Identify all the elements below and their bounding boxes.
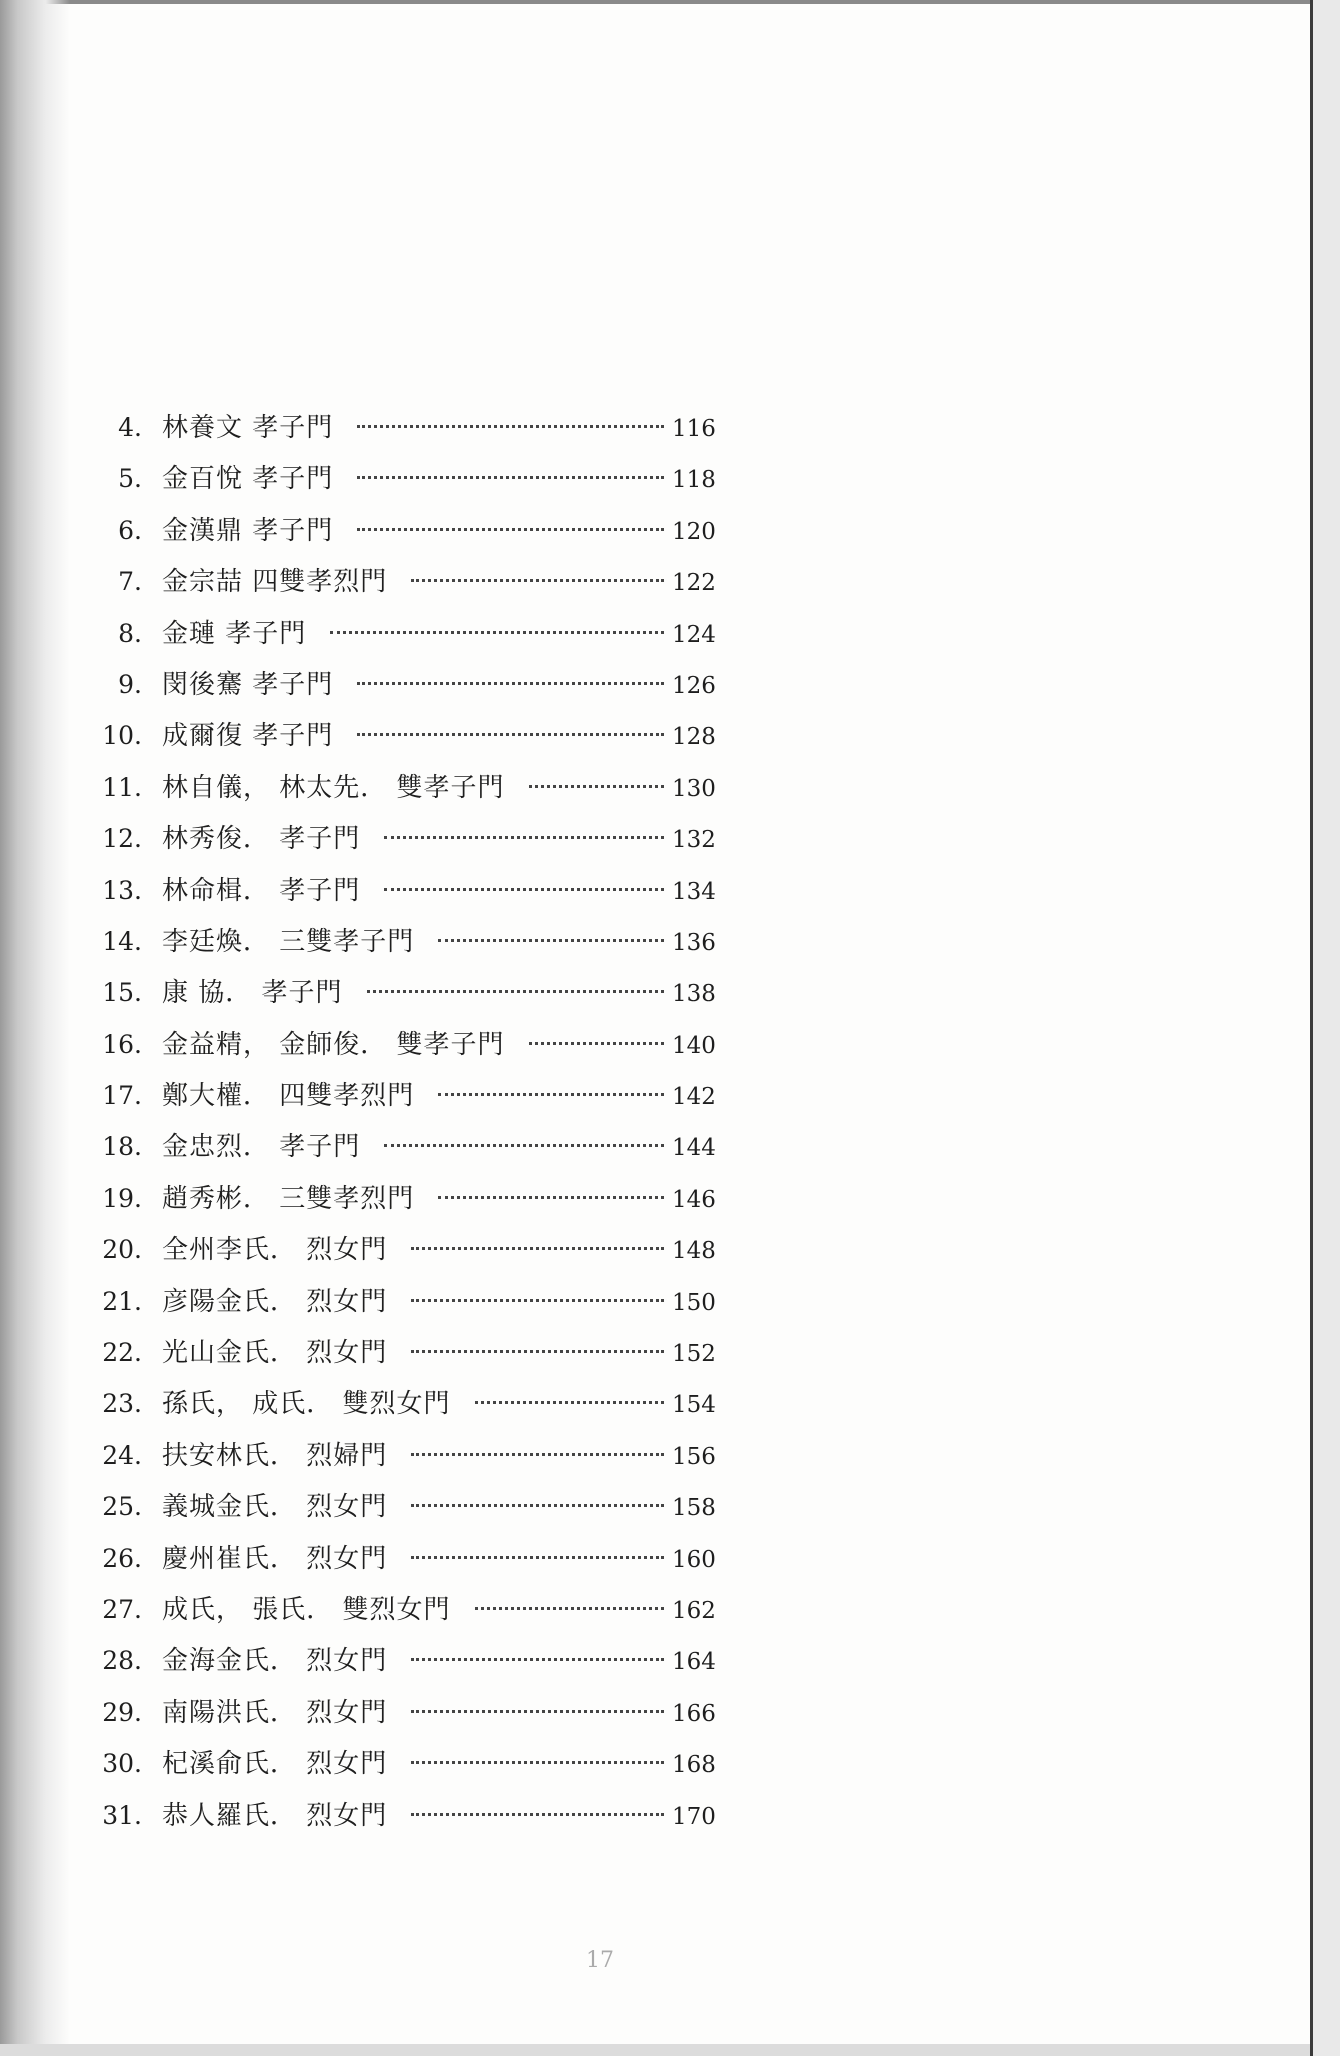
toc-entry-page: 116: [672, 416, 716, 442]
toc-entry-title: 鄭大權． 四雙孝烈門: [162, 1081, 415, 1112]
toc-entry-number: 10.: [102, 721, 142, 751]
toc-entry-number: 16.: [102, 1029, 142, 1059]
toc-dot-leader: [357, 528, 664, 531]
toc-entry-title: 金百悅 孝子門: [162, 464, 334, 495]
toc-entry: [78, 1584, 718, 1635]
scan-top-edge: [0, 0, 1310, 4]
toc-dot-leader: [357, 682, 664, 685]
toc-entry-number: 22.: [102, 1338, 142, 1368]
toc-entry: [78, 1378, 718, 1429]
toc-dot-leader: [411, 1453, 664, 1456]
toc-entry-title: 趙秀彬． 三雙孝烈門: [162, 1183, 415, 1214]
toc-entry-title: 金漢鼎 孝子門: [162, 515, 334, 546]
toc-entry-title: 南陽洪氏． 烈女門: [162, 1697, 388, 1728]
toc-entry: [78, 762, 718, 813]
toc-dot-leader: [384, 1144, 664, 1147]
toc-dot-leader: [411, 1247, 664, 1250]
toc-entry: [78, 1121, 718, 1172]
toc-entry-number: 7.: [118, 567, 142, 597]
toc-dot-leader: [475, 1607, 664, 1610]
page-number: 17: [586, 1948, 614, 1973]
toc-dot-leader: [384, 836, 664, 839]
toc-entry: [78, 1327, 718, 1378]
toc-entry-page: 156: [672, 1443, 716, 1470]
toc-dot-leader: [475, 1401, 664, 1404]
toc-entry-page: 130: [672, 775, 716, 802]
toc-entry: [78, 865, 718, 916]
toc-dot-leader: [411, 1813, 664, 1816]
toc-entry-title: 林養文 孝子門: [162, 413, 334, 443]
toc-dot-leader: [411, 1556, 664, 1559]
toc-dot-leader: [411, 1658, 664, 1661]
toc-entry-number: 24.: [102, 1440, 142, 1470]
toc-entry-page: 160: [672, 1546, 716, 1573]
toc-entry-number: 4.: [118, 413, 142, 442]
toc-entry-number: 28.: [102, 1646, 142, 1676]
toc-entry-page: 124: [672, 621, 716, 648]
toc-entry-title: 恭人羅氏． 烈女門: [162, 1800, 388, 1831]
toc-entry: [78, 659, 718, 710]
toc-entry-page: 152: [672, 1341, 716, 1368]
toc-dot-leader: [357, 733, 664, 736]
toc-entry-title: 金璉 孝子門: [162, 618, 307, 649]
toc-dot-leader: [438, 939, 664, 942]
toc-entry-number: 9.: [118, 669, 142, 699]
toc-entry-title: 金宗喆 四雙孝烈門: [162, 567, 388, 598]
toc-entry-title: 光山金氏． 烈女門: [162, 1338, 388, 1369]
toc-entry-number: 17.: [102, 1081, 142, 1111]
toc-entry-page: 168: [672, 1752, 716, 1779]
toc-entry-page: 132: [672, 827, 716, 854]
toc-entry-page: 138: [672, 981, 716, 1008]
toc-dot-leader: [411, 1299, 664, 1302]
toc-entry: [78, 967, 718, 1018]
toc-entry-page: 150: [672, 1289, 716, 1316]
toc-dot-leader: [367, 990, 664, 993]
spine-shadow: [0, 0, 70, 2056]
toc-entry-number: 14.: [102, 926, 142, 956]
toc-entry-number: 23.: [102, 1389, 142, 1419]
toc-entry-title: 杞溪俞氏． 烈女門: [162, 1749, 388, 1780]
toc-dot-leader: [411, 1504, 664, 1507]
toc-dot-leader: [357, 476, 664, 479]
toc-entry-number: 11.: [102, 772, 142, 802]
toc-entry-title: 全州李氏． 烈女門: [162, 1235, 388, 1266]
toc-entry-number: 29.: [102, 1697, 142, 1727]
toc-entry-title: 成氏， 張氏． 雙烈女門: [162, 1594, 451, 1625]
toc-dot-leader: [411, 1350, 664, 1353]
toc-entry: [78, 1635, 718, 1686]
toc-entry-number: 5.: [118, 464, 142, 494]
toc-entry: [78, 505, 718, 556]
toc-entry-title: 林自儀， 林太先． 雙孝子門: [162, 772, 505, 803]
scan-bottom-edge: [0, 2044, 1310, 2056]
toc-entry-number: 18.: [102, 1132, 142, 1162]
toc-entry: [78, 916, 718, 967]
toc-dot-leader: [438, 1196, 664, 1199]
toc-entry: [78, 1790, 718, 1841]
toc-entry-title: 彦陽金氏． 烈女門: [162, 1286, 388, 1317]
toc-entry-page: 164: [672, 1649, 716, 1676]
toc-entry-title: 義城金氏． 烈女門: [162, 1492, 388, 1523]
toc-entry: [78, 1430, 718, 1481]
toc-dot-leader: [384, 888, 664, 891]
toc-entry: [78, 710, 718, 761]
toc-entry-page: 120: [672, 518, 716, 545]
toc-entry-title: 金忠烈． 孝子門: [162, 1132, 361, 1163]
toc-entry-page: 136: [672, 929, 716, 956]
toc-entry-title: 閔後騫 孝子門: [162, 669, 334, 700]
toc-entry-number: 15.: [102, 978, 142, 1008]
toc-dot-leader: [438, 1093, 664, 1096]
toc-entry-number: 12.: [102, 824, 142, 854]
toc-entry: [78, 1173, 718, 1224]
toc-entry: [78, 1738, 718, 1789]
toc-entry-page: 128: [672, 724, 716, 751]
scan-right-edge: [1310, 0, 1340, 2056]
toc-entry: [78, 1070, 718, 1121]
toc-entry-number: 6.: [118, 515, 142, 545]
toc-entry: [78, 813, 718, 864]
toc-entry-number: 20.: [102, 1235, 142, 1265]
toc-entry-number: 8.: [118, 618, 142, 648]
toc-entry-number: 31.: [102, 1800, 142, 1830]
toc-entry-number: 21.: [102, 1286, 142, 1316]
toc-entry: [78, 556, 718, 607]
toc-dot-leader: [411, 1710, 664, 1713]
toc-entry-page: 144: [672, 1135, 716, 1162]
toc-entry-page: 148: [672, 1238, 716, 1265]
toc-entry-title: 金益精， 金師俊． 雙孝子門: [162, 1029, 505, 1060]
toc-entry: [78, 453, 718, 504]
toc-dot-leader: [411, 1761, 664, 1764]
toc-entry-page: 126: [672, 672, 716, 699]
toc-dot-leader: [529, 785, 664, 788]
toc-entry-page: 134: [672, 878, 716, 905]
toc-entry-title: 李廷煥． 三雙孝子門: [162, 926, 415, 957]
toc-entry-page: 140: [672, 1032, 716, 1059]
toc-entry-page: 166: [672, 1700, 716, 1727]
toc-entry-title: 扶安林氏． 烈婦門: [162, 1440, 388, 1471]
toc-entry-page: 146: [672, 1186, 716, 1213]
toc-entry-number: 13.: [102, 875, 142, 905]
toc-entry: [78, 608, 718, 659]
toc-entry-page: 158: [672, 1495, 716, 1522]
toc-entry: [78, 1276, 718, 1327]
toc-entry-title: 孫氏， 成氏． 雙烈女門: [162, 1389, 451, 1420]
toc-entry-title: 成爾復 孝子門: [162, 721, 334, 752]
toc-entry-title: 林秀俊． 孝子門: [162, 824, 361, 855]
toc-entry-page: 170: [672, 1803, 716, 1830]
toc-entry-number: 30.: [102, 1749, 142, 1779]
toc-entry: [78, 1687, 718, 1738]
toc-entry-page: 162: [672, 1597, 716, 1624]
toc-entry: [78, 1533, 718, 1584]
toc-entry-number: 25.: [102, 1492, 142, 1522]
table-of-contents: [78, 402, 718, 1841]
toc-entry-title: 慶州崔氏． 烈女門: [162, 1543, 388, 1574]
toc-dot-leader: [411, 579, 664, 582]
toc-entry-number: 27.: [102, 1594, 142, 1624]
toc-entry: [78, 1224, 718, 1275]
toc-entry-page: 154: [672, 1392, 716, 1419]
toc-entry: [78, 1019, 718, 1070]
toc-entry-page: 118: [672, 467, 716, 494]
toc-entry: [78, 402, 718, 453]
toc-entry-number: 26.: [102, 1543, 142, 1573]
toc-entry-page: 122: [672, 570, 716, 597]
toc-entry-page: 142: [672, 1084, 716, 1111]
toc-entry-title: 康 協． 孝子門: [162, 978, 343, 1009]
toc-dot-leader: [529, 1042, 664, 1045]
toc-entry: [78, 1481, 718, 1532]
toc-entry-number: 19.: [102, 1183, 142, 1213]
toc-dot-leader: [330, 631, 664, 634]
toc-entry-title: 金海金氏． 烈女門: [162, 1646, 388, 1677]
toc-entry-title: 林命楫． 孝子門: [162, 875, 361, 906]
toc-dot-leader: [357, 425, 664, 428]
